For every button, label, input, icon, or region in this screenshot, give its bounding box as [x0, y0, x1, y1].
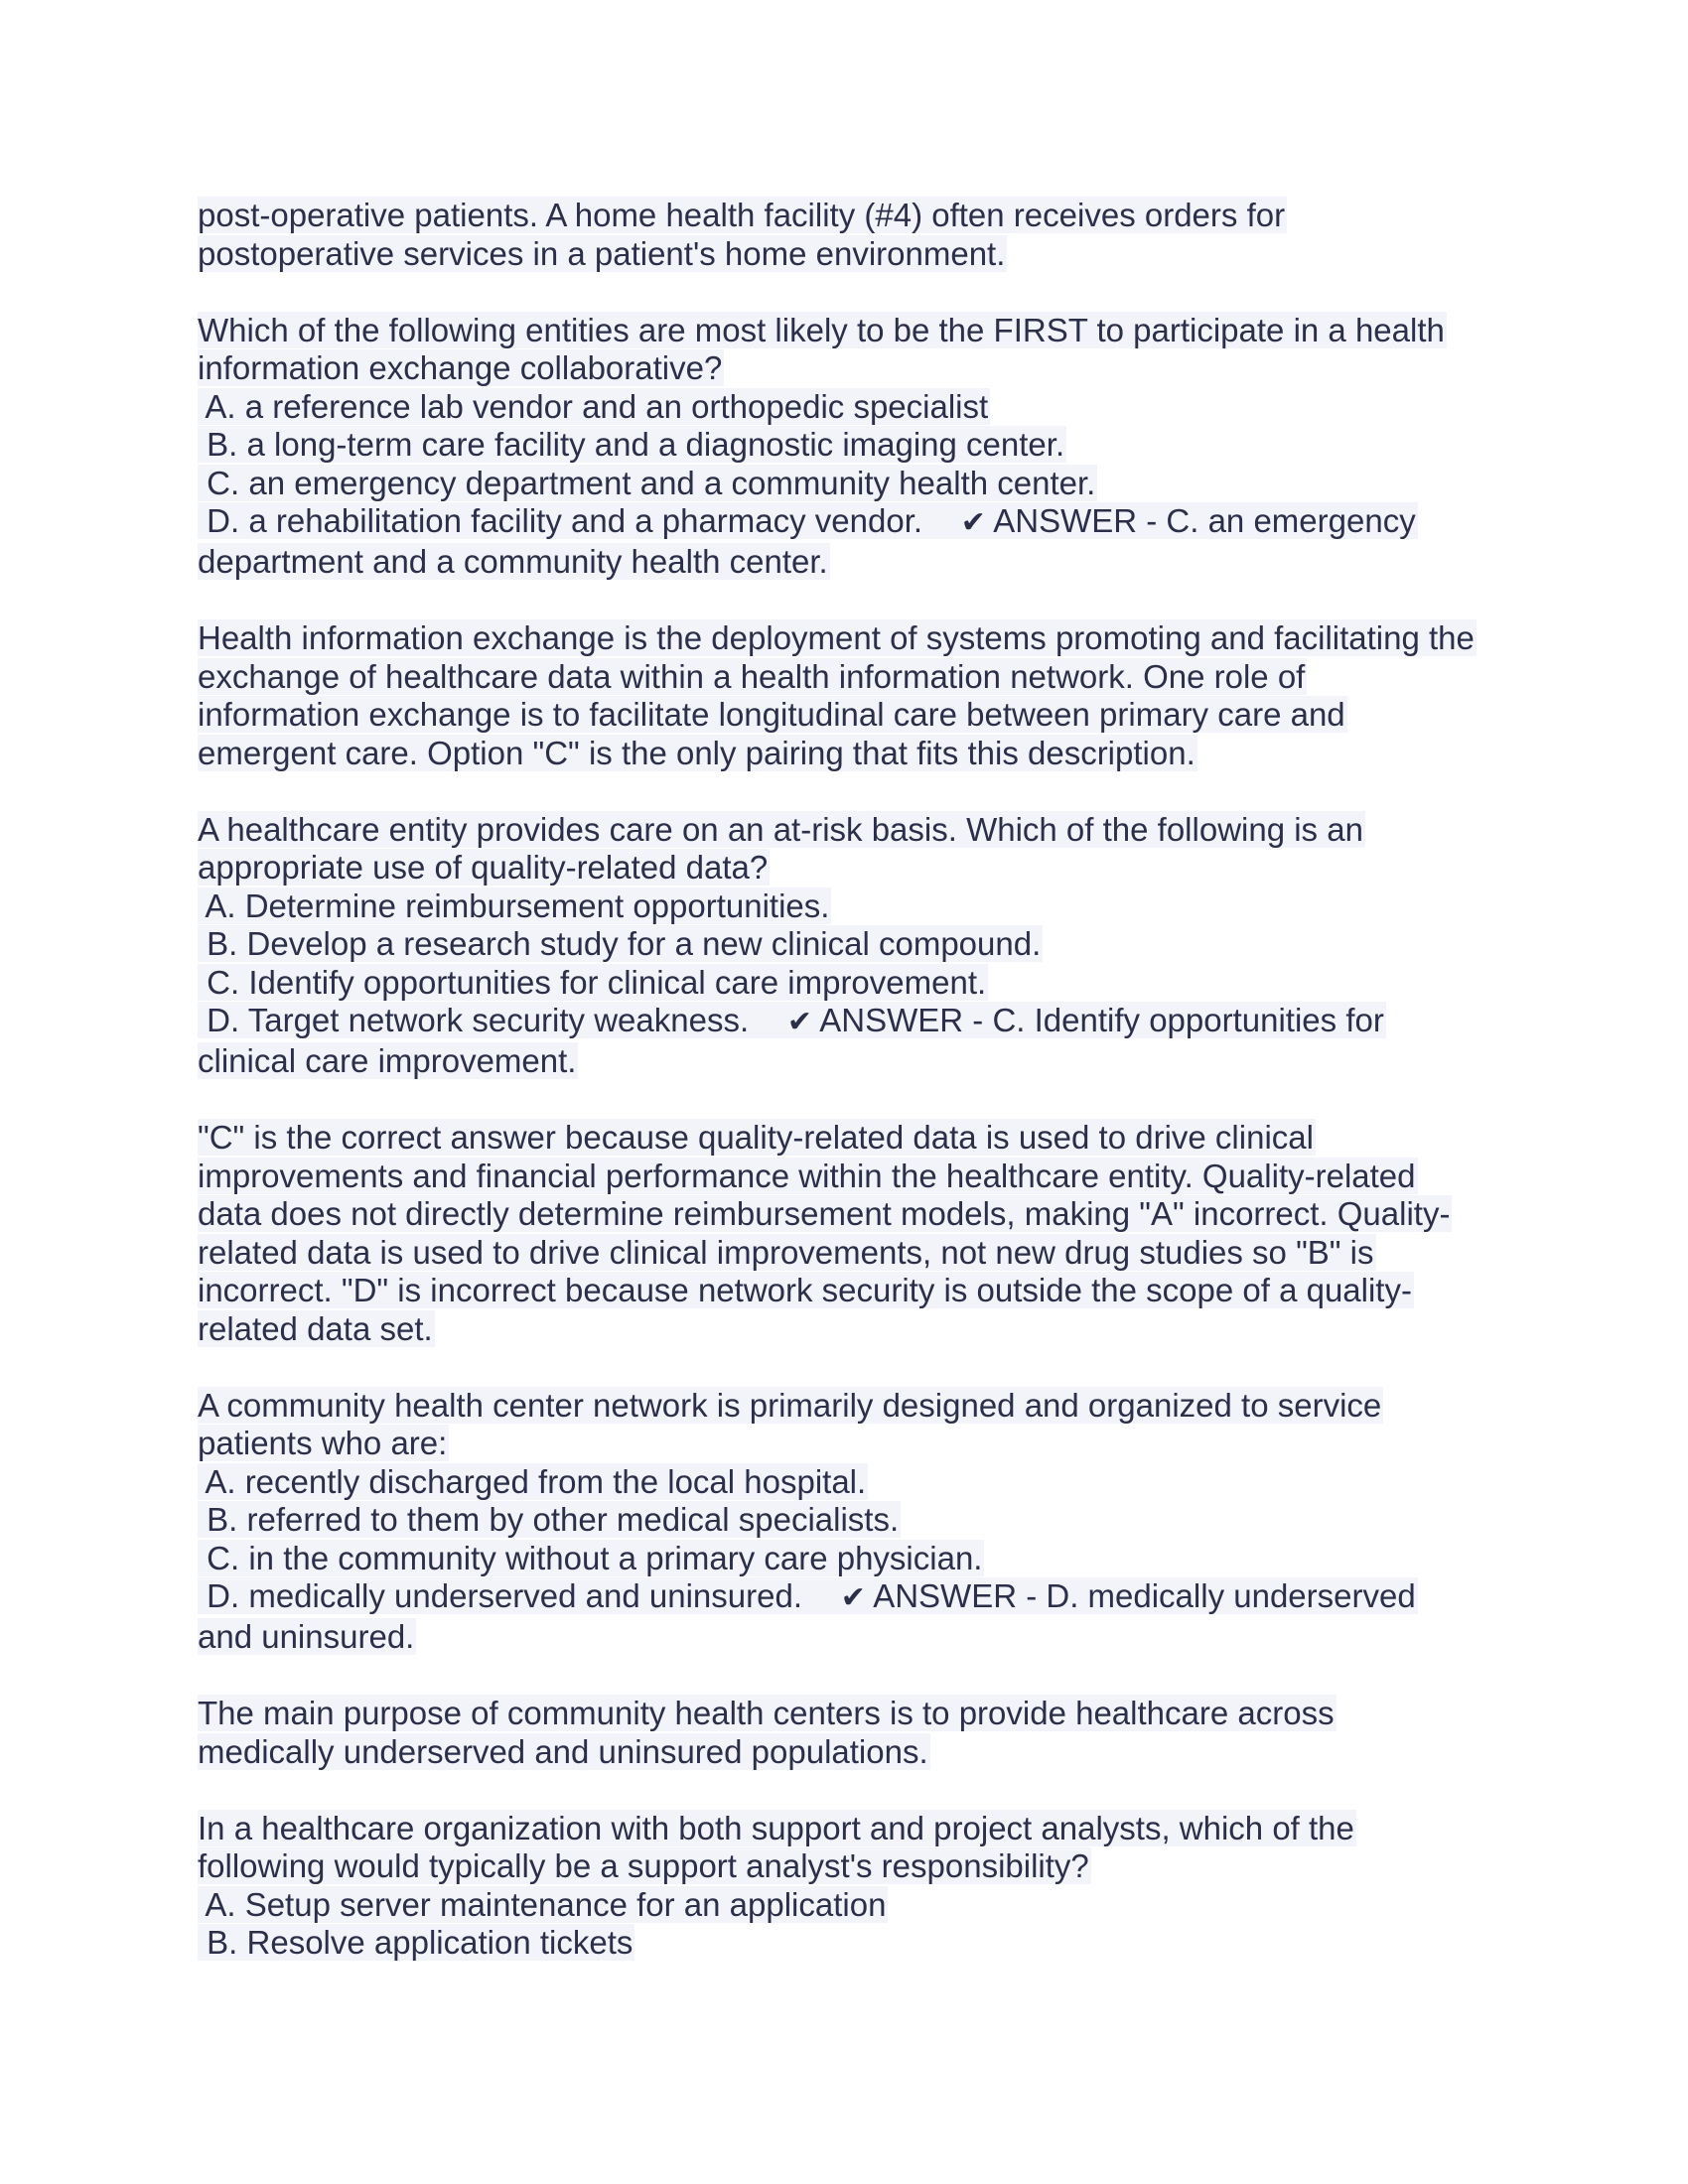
explanation-text: medically underserved and uninsured populations. — [198, 1732, 928, 1770]
question-text: following would typically be a support analyst's responsibility? — [198, 1847, 1089, 1884]
answer-label: ANSWER - C. Identify opportunities for — [811, 1002, 1384, 1038]
question-block-4 — [198, 1810, 1508, 1963]
option-b: B. Develop a research study for a new clinical compound. — [198, 925, 1042, 962]
explanation-text: The main purpose of community health centers is to provide healthcare across — [198, 1695, 1335, 1731]
option-a: A. a reference lab vendor and an orthopedic specialist — [198, 387, 989, 425]
explanation-text: Health information exchange is the deployment of systems promoting and facilitating the — [198, 619, 1475, 656]
question-text: A community health center network is primarily designed and organized to service — [198, 1386, 1382, 1424]
question-text: appropriate use of quality-related data? — [198, 849, 769, 886]
question-text: patients who are: — [198, 1425, 448, 1461]
explanation-text: "C" is the correct answer because quality-related data is used to drive clinical — [198, 1119, 1314, 1156]
explanation-text: improvements and financial performance within the healthcare entity. Quality-related — [198, 1157, 1416, 1194]
explanation-text: related data is used to drive clinical improvements, not new drug studies so "B" is — [198, 1233, 1374, 1271]
option-c: C. in the community without a primary care physician. — [198, 1539, 983, 1576]
answer-continued: clinical care improvement. — [198, 1042, 577, 1079]
explanation-text: incorrect. "D" is incorrect because network security is outside the scope of a quality- — [198, 1272, 1412, 1308]
option-b: B. a long-term care facility and a diagnostic imaging center. — [198, 426, 1065, 463]
option-d: D. medically underserved and uninsured. — [198, 1577, 803, 1614]
option-b: B. Resolve application tickets — [198, 1924, 633, 1961]
text-line: postoperative services in a patient's home environment. — [198, 234, 1006, 272]
option-c: C. Identify opportunities for clinical care improvement. — [198, 963, 987, 1001]
answer-continued: department and a community health center. — [198, 543, 828, 580]
page-content — [198, 197, 1508, 1963]
explanation-text: related data set. — [198, 1309, 433, 1347]
explanation-text: data does not directly determine reimbursement models, making "A" incorrect. Quality- — [198, 1195, 1451, 1232]
answer-label: ANSWER - C. an emergency — [985, 502, 1416, 539]
option-a: A. Setup server maintenance for an application — [198, 1885, 887, 1923]
option-b: B. referred to them by other medical specialists. — [198, 1501, 900, 1538]
text-line: post-operative patients. A home health facility (#4) often receives orders for — [198, 197, 1286, 233]
question-text: A healthcare entity provides care on an at-risk basis. Which of the following is an — [198, 810, 1363, 848]
question-text: In a healthcare organization with both support and project analysts, which of the — [198, 1809, 1354, 1846]
question-block-3 — [198, 1387, 1508, 1772]
explanation-text: exchange of healthcare data within a health information network. One role of — [198, 657, 1306, 695]
option-a: A. recently discharged from the local hospital. — [198, 1462, 867, 1500]
option-d: D. a rehabilitation facility and a pharmacy vendor. — [198, 502, 923, 539]
previous-explanation — [198, 197, 1508, 273]
question-text: information exchange collaborative? — [198, 349, 723, 386]
answer-continued: and uninsured. — [198, 1618, 415, 1655]
checkmark-icon: ✔ — [786, 1005, 812, 1039]
question-block-1 — [198, 312, 1508, 773]
checkmark-icon: ✔ — [840, 1580, 866, 1615]
question-text: Which of the following entities are most likely to be the FIRST to participate in a health — [198, 311, 1445, 348]
checkmark-icon: ✔ — [960, 505, 986, 540]
option-a: A. Determine reimbursement opportunities. — [198, 887, 830, 924]
answer-label: ANSWER - D. medically underserved — [865, 1577, 1416, 1614]
explanation-text: emergent care. Option "C" is the only pairing that fits this description. — [198, 734, 1196, 771]
question-block-2 — [198, 811, 1508, 1349]
option-d: D. Target network security weakness. — [198, 1002, 750, 1038]
explanation-text: information exchange is to facilitate longitudinal care between primary care and — [198, 696, 1345, 733]
option-c: C. an emergency department and a community health center. — [198, 464, 1096, 501]
